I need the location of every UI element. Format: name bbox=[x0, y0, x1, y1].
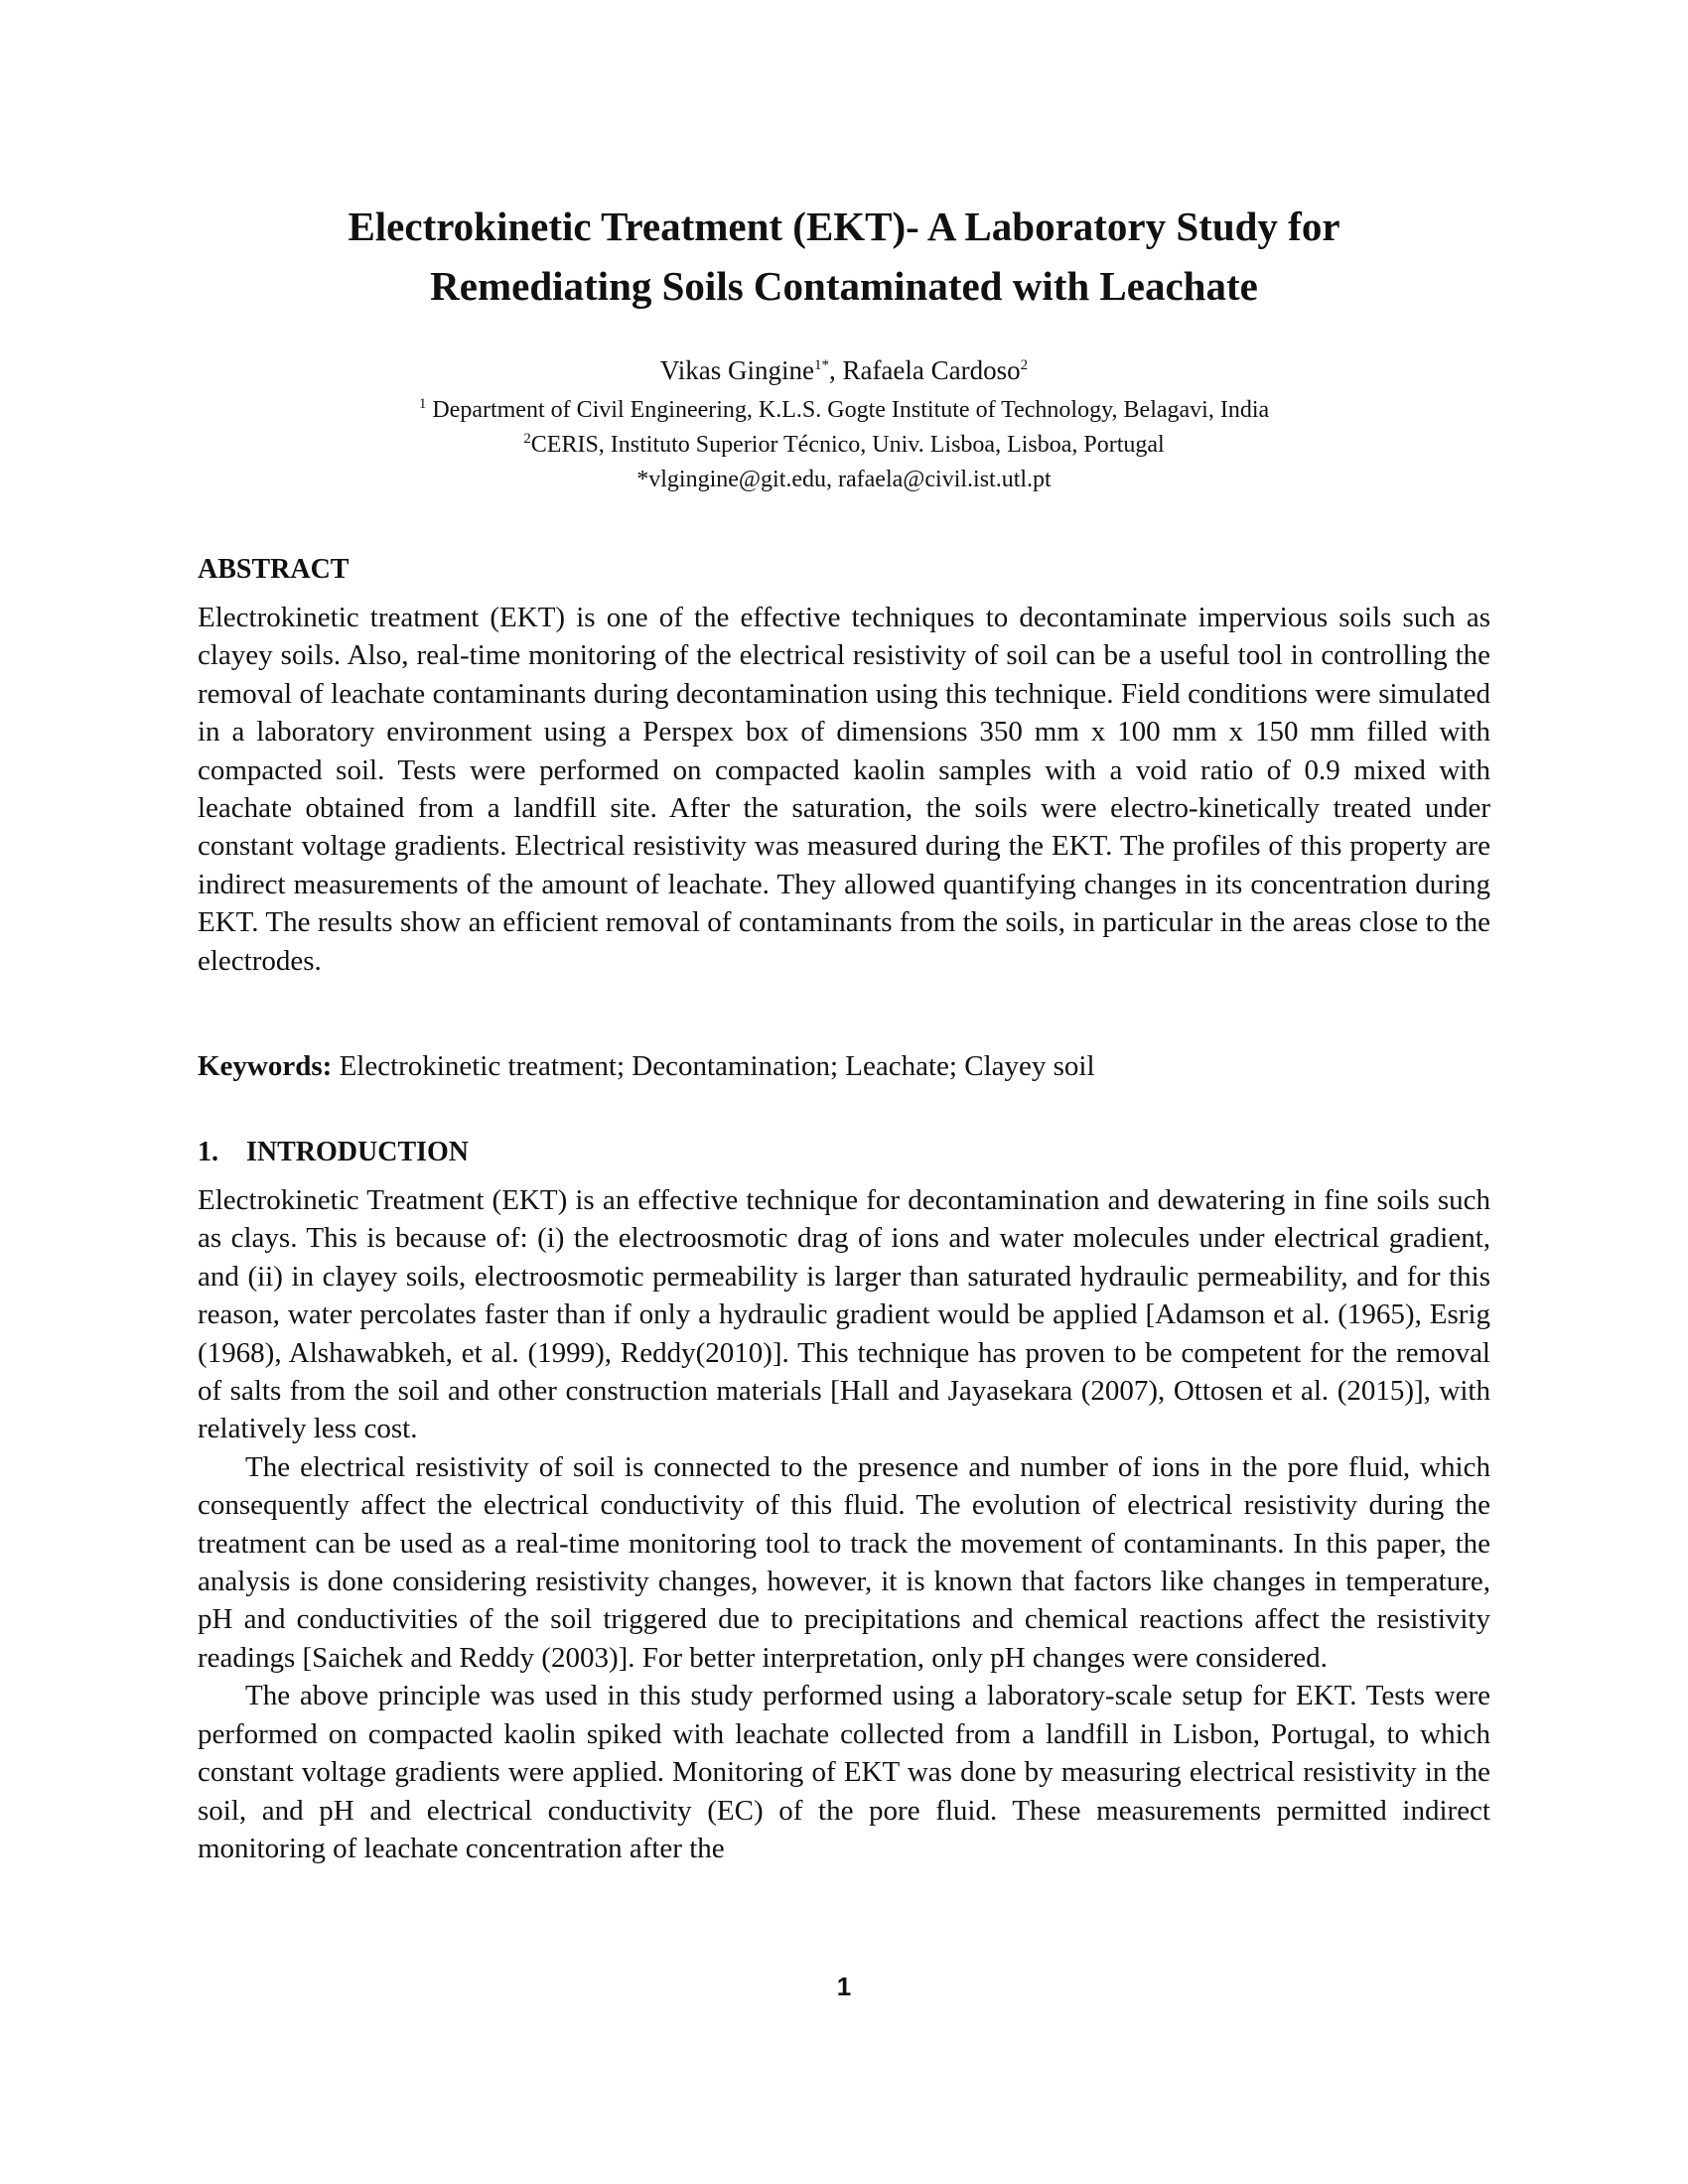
affiliation-2-mark: 2 bbox=[523, 431, 531, 447]
affiliation-2 bbox=[199, 428, 1489, 463]
abstract-text: Electrokinetic treatment (EKT) is one of the effective techniques to decontaminate impervious soils such as clayey soils. Also, real-time monitoring of the electrical resistivity of soil can be a useful tool in controlling the removal of leachate contaminants during decontamination using this technique. Field conditions were simulated in a laboratory environment using a Perspex box of dimensions 350 mm x 100 mm x 150 mm filled with compacted soil. Tests were performed on compacted kaolin samples with a void ratio of 0.9 mixed with leachate obtained from a landfill site. After the saturation, the soils were electro-kinetically treated under constant voltage gradients. Electrical resistivity was measured during the EKT. The profiles of this property are indirect measurements of the amount of leachate. They allowed quantifying changes in its concentration during EKT. The results show an efficient removal of contaminants from the soils, in particular in the areas close to the electrodes. bbox=[198, 602, 1490, 977]
keywords-text: Electrokinetic treatment; Decontamination; Leachate; Clayey soil bbox=[332, 1050, 1095, 1082]
contact-emails bbox=[199, 463, 1489, 497]
author-separator: , bbox=[828, 355, 843, 385]
page-number: 1 bbox=[836, 1972, 852, 2001]
affiliation-1 bbox=[199, 393, 1489, 428]
abstract-body bbox=[198, 599, 1490, 980]
affiliation-2-text: CERIS, Instituto Superior Técnico, Univ. Lisboa, Lisboa, Portugal bbox=[530, 432, 1165, 458]
paper-title bbox=[199, 197, 1489, 316]
introduction-body bbox=[198, 1181, 1490, 1867]
author-2-affiliation-mark: 2 bbox=[1020, 357, 1029, 373]
contact-emails-text: *vlgingine@git.edu, rafaela@civil.ist.utl.pt bbox=[636, 467, 1052, 492]
abstract-heading: ABSTRACT bbox=[198, 554, 350, 585]
author-list bbox=[199, 352, 1489, 389]
introduction-paragraph-3: The above principle was used in this study performed using a laboratory-scale setup for EKT. Tests were performed on compacted kaolin spiked with leachate collected from a landfill in Lisbon, Portugal, to which constant voltage gradients were applied. Monitoring of EKT was done by measuring electrical resistivity in the soil, and pH and electrical conductivity (EC) of the pore fluid. These measurements permitted indirect monitoring of leachate concentration after the bbox=[198, 1680, 1490, 1864]
affiliation-1-text: Department of Civil Engineering, K.L.S. Gogte Institute of Technology, Belagavi, India bbox=[426, 397, 1270, 423]
introduction-paragraph-1: Electrokinetic Treatment (EKT) is an effective technique for decontamination and dewatering in fine soils such as clays. This is because of: (i) the electroosmotic drag of ions and water molecules under electrical gradient, and (ii) in clayey soils, electroosmotic permeability is larger than saturated hydraulic permeability, and for this reason, water percolates faster than if only a hydraulic gradient would be applied [Adamson et al. (1965), Esrig (1968), Alshawabkeh, et al. (1999), Reddy(2010)]. This technique has proven to be competent for the removal of salts from the soil and other construction materials [Hall and Jayasekara (2007), Ottosen et al. (2015)], with relatively less cost. bbox=[198, 1184, 1490, 1445]
author-1-affiliation-mark: 1* bbox=[813, 357, 829, 373]
keywords-label: Keywords: bbox=[198, 1050, 333, 1082]
author-2-name: Rafaela Cardoso bbox=[842, 355, 1021, 385]
author-1-name: Vikas Gingine bbox=[659, 355, 814, 385]
keywords bbox=[198, 1047, 1490, 1085]
title-line-1: Electrokinetic Treatment (EKT)- A Laboratory Study for bbox=[348, 204, 1340, 249]
introduction-heading: 1. INTRODUCTION bbox=[198, 1137, 470, 1167]
affiliations bbox=[199, 393, 1489, 497]
title-line-2: Remediating Soils Contaminated with Leachate bbox=[430, 263, 1258, 309]
affiliation-1-mark: 1 bbox=[418, 396, 427, 412]
introduction-paragraph-2: The electrical resistivity of soil is connected to the presence and number of ions in the pore fluid, which consequently affect the electrical conductivity of this fluid. The evolution of electrical resistivity during the treatment can be used as a real-time monitoring tool to track the movement of contaminants. In this paper, the analysis is done considering resistivity changes, however, it is known that factors like changes in temperature, pH and conductivities of the soil triggered due to precipitations and chemical reactions affect the resistivity readings [Saichek and Reddy (2003)]. For better interpretation, only pH changes were considered. bbox=[198, 1450, 1490, 1674]
